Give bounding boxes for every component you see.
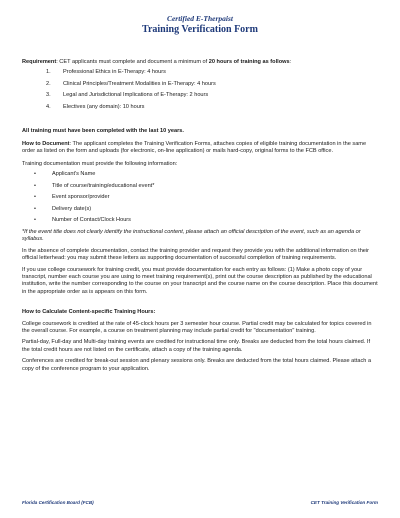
calc-paragraph: Partial-day, Full-day and Multi-day training events are credited for instructional time only. Breaks are deducted from the total hours claimed. If the total credit hours are not listed on the certificate, attach a copy of the training agenda. [22,339,371,353]
info-item [32,206,378,218]
requirement-item-text: Legal and Jurisdictional Implications of E-Therapy: 2 hours [63,92,209,99]
document-header [0,14,400,35]
bullet-icon: • [34,205,36,212]
calc-paragraph: Conferences are credited for break-out session and plenary sessions only. Breaks are deducted from the total hours claimed. Please attach a copy of the conference program to your application. [22,358,372,372]
info-item-text: Title of course/training/educational event* [52,182,155,189]
requirement-list [46,69,378,115]
footer-right: CET Training Verification Form [310,500,378,505]
calc-paragraph: College coursework is credited at the rate of 45-clock hours per 3 semester hour course. Partial credit may be calculated for topics covered in the overall course. For example, a course on treatment planning may include partial credit for "documentation" training. [22,320,372,335]
requirement-item-number: 2. [46,80,51,87]
document-subtitle: Certified E-Therpaist [166,14,234,23]
document-body [22,59,378,373]
info-item-text: Event sponsor/provider [52,194,110,201]
info-item-text: Applicant's Name [52,171,96,178]
info-list [32,171,378,229]
how-to-document-label: How to Document [22,140,70,147]
requirement-item-text: Professional Ethics in E-Therapy: 4 hours [63,69,166,76]
bullet-icon: • [34,182,36,189]
info-item [32,217,378,229]
info-item [32,171,378,183]
info-item-text: Number of Contact/Clock Hours [52,217,131,224]
bullet-icon: • [34,194,36,201]
requirement-item [46,92,378,104]
info-item [32,194,378,206]
info-item-text: Delivery date(s) [52,205,92,212]
requirement-item-text: Electives (any domain): 10 hours [63,103,145,110]
bullet-icon: • [34,217,36,224]
requirement-text-end: : [289,59,292,65]
college-paragraph: If you use college coursework for training credit, you must provide documentation for each entry as follows: (1) Make a photo copy of your transcript, number each course you are using to meet training requirement(s), print out the course description as published by the educational institution, write the number corresponding to the course on your transcript and the course name on the course description. Place this document in the appropriate order as is appears on this form. [22,266,378,295]
how-to-document-text: : The applicant completes the Training Verification Forms, attaches copies of eligible training documentation in the same order as listed on the form and uploads (for electronic, on-line application) or mails hard-copy, original forms to the FCB office. [22,140,367,155]
absence-paragraph: In the absence of complete documentation, contact the training provider and request they provide you with the additional information on their official letterhead: you may submit these letters as supporting documentation of successful completion of training requirements. [22,247,370,262]
info-item [32,183,378,195]
event-title-note: *If the event title does not clearly identify the instructional content, please attach an official description of the event, such as an agenda or syllabus. [22,229,361,243]
requirement-item-number: 4. [46,103,51,110]
requirement-emphasis: 20 hours of training as follows [208,59,290,65]
must-provide-intro: Training documentation must provide the following information: [22,160,178,167]
requirement-item-text: Clinical Principles/Treatment Modalities in E-Therapy: 4 hours [63,80,216,87]
how-to-document-paragraph [22,141,378,156]
bullet-icon: • [34,171,36,178]
completion-note: All training must have been completed with the last 10 years. [22,128,184,135]
requirement-label: Requirement [22,59,57,65]
requirement-item-number: 3. [46,92,51,99]
requirement-paragraph [22,59,378,66]
requirement-item-number: 1. [46,69,51,76]
requirement-item [46,104,378,116]
requirement-item [46,69,378,81]
requirement-text: : CET applicants must complete and document a minimum of [56,59,209,65]
footer-left: Florida Certification Board (FCB) [22,500,94,505]
calc-heading: How to Calculate Content-specific Training Hours: [22,309,156,316]
document-title: Training Verification Form [142,24,258,35]
document-footer [22,500,378,505]
requirement-item [46,81,378,93]
